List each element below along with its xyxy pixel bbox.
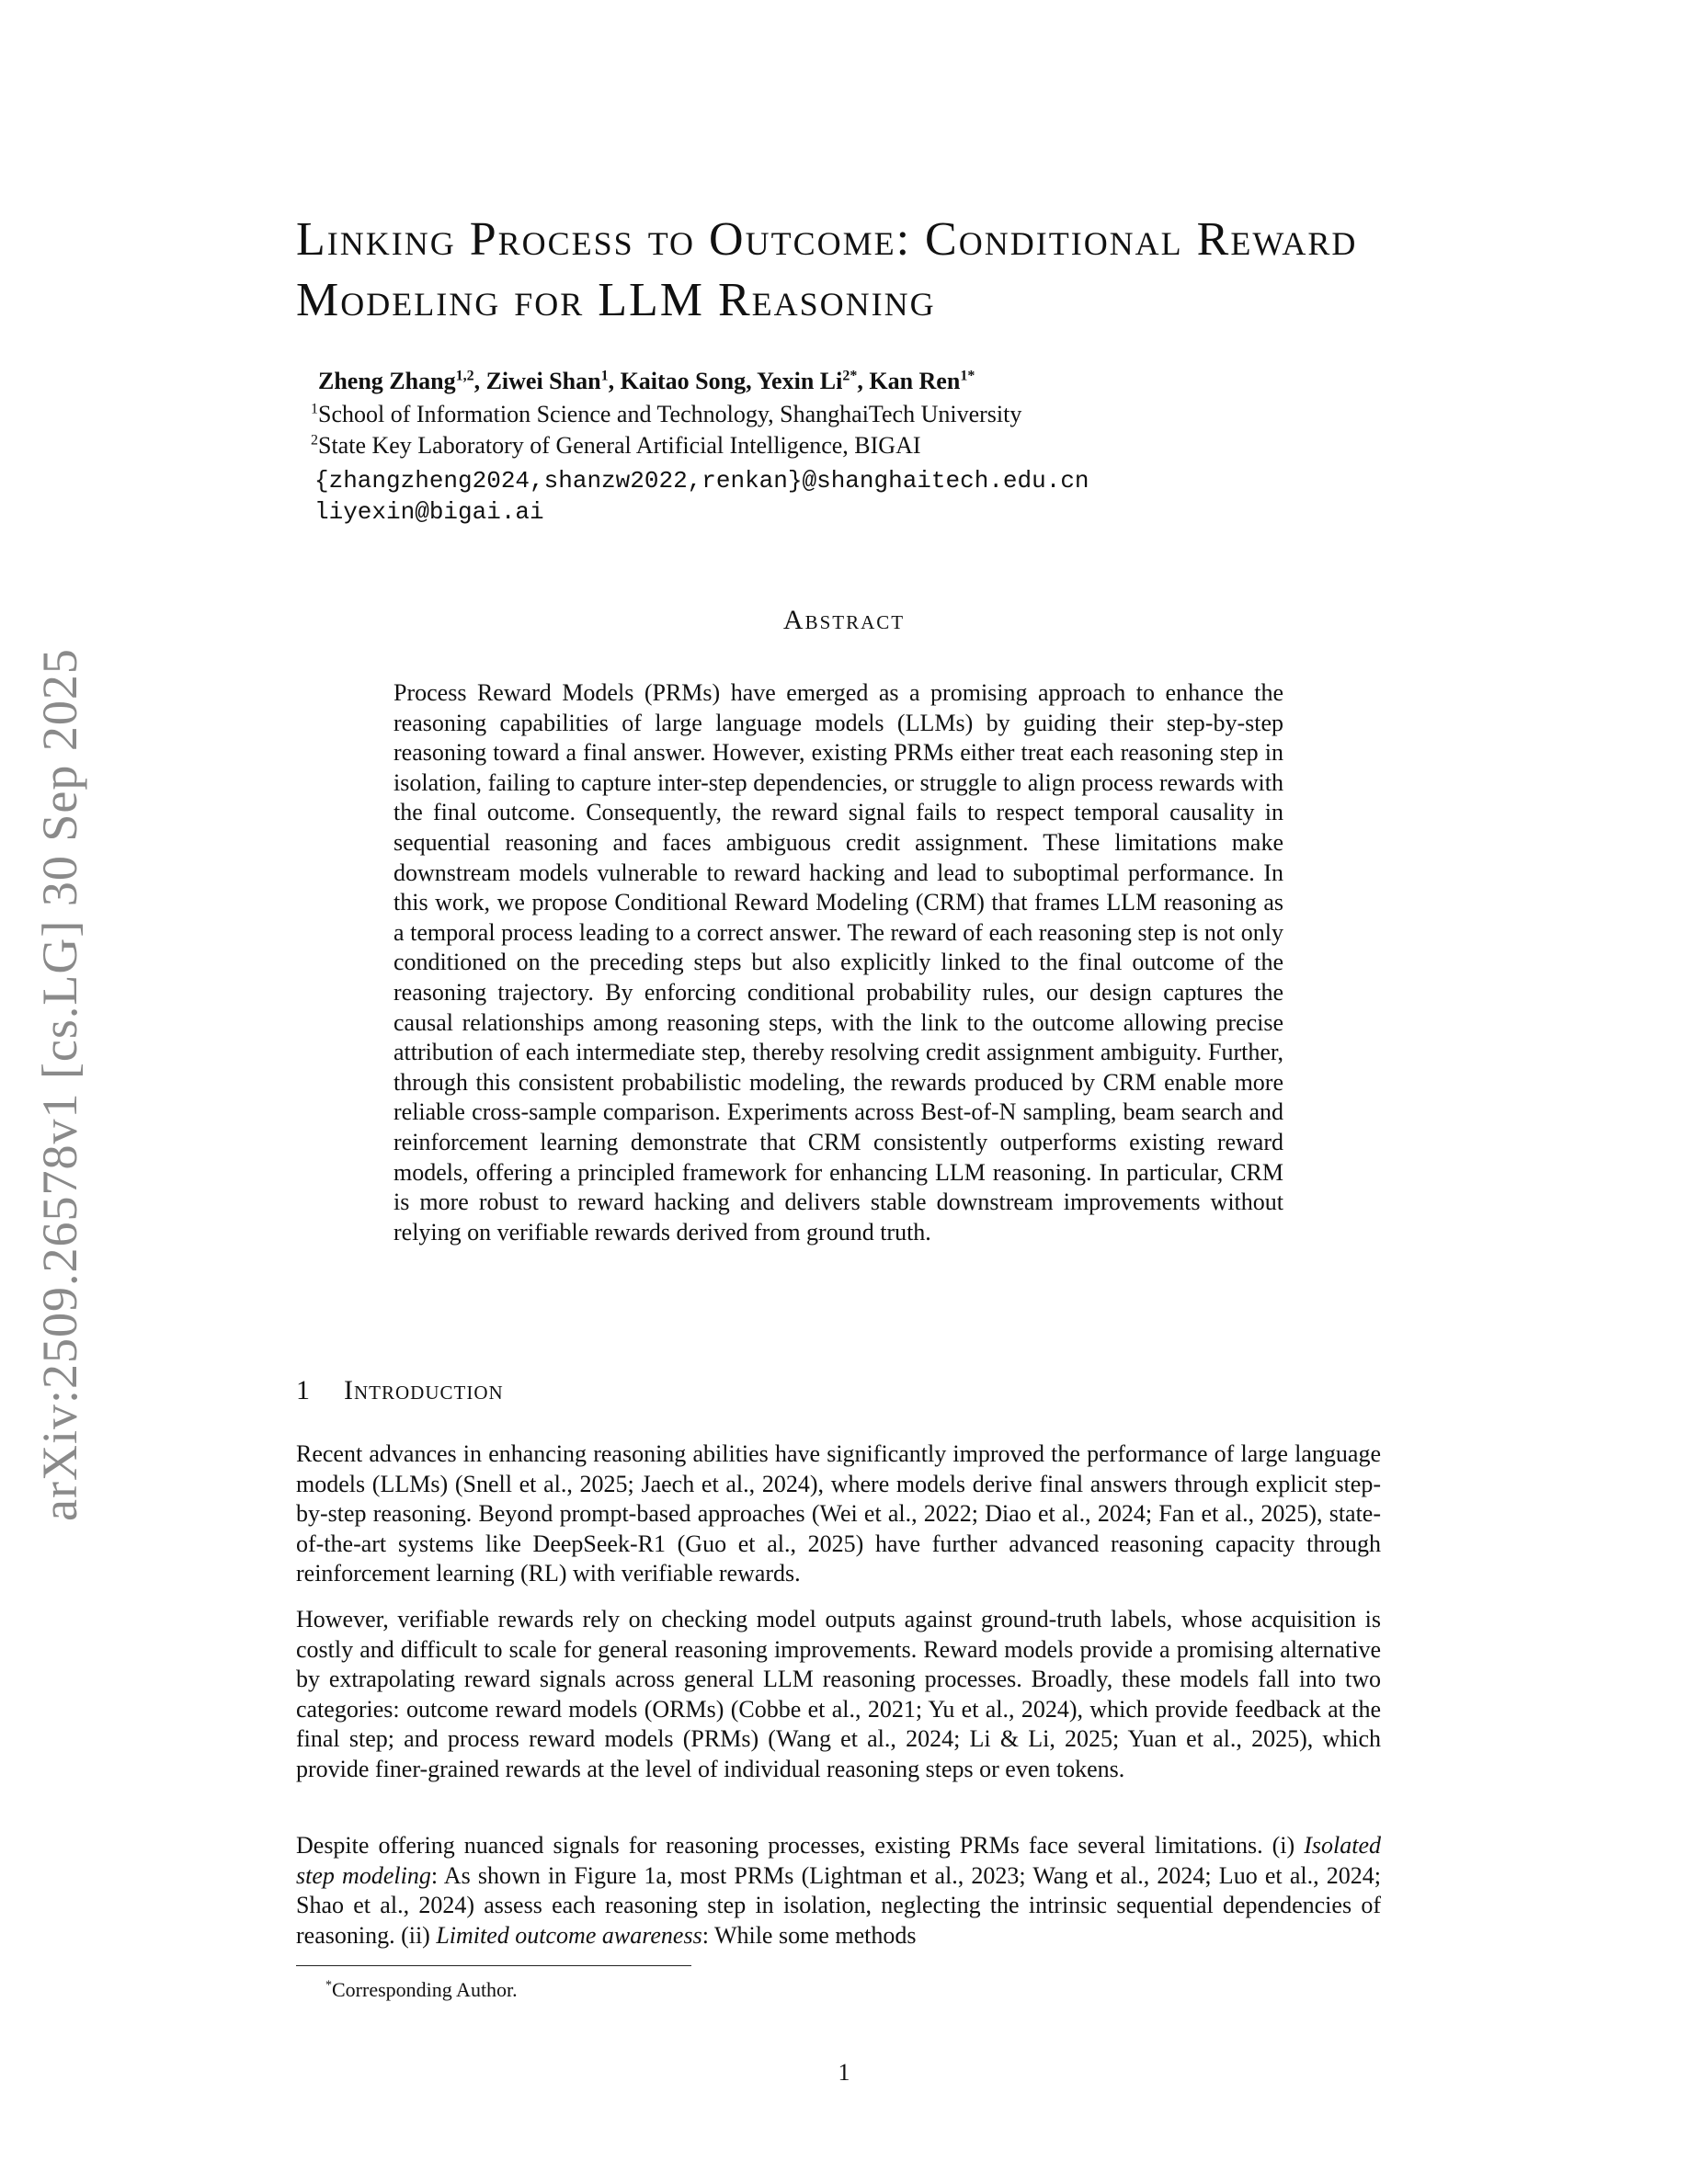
intro-paragraph-1: Recent advances in enhancing reasoning abilities have significantly improved the performance of large language models (LLMs) (Snell et al., 2025; Jaech et al., 2024), where models derive final answers through explicit step-by-step reasoning. Beyond prompt-based approaches (Wei et al., 2022; Diao et al., 2024; Fan et al., 2025), state-of-the-art systems like DeepSeek-R1 (Guo et al., 2025) have further advanced reasoning capacity through reinforcement learning (RL) with verifiable rewards. <box>296 1440 1381 1587</box>
email-2: liyexin@bigai.ai <box>314 498 544 526</box>
abstract-text: Process Reward Models (PRMs) have emerged as a promising approach to enhance the reasoning capabilities of large language models (LLMs) by guiding their step-by-step reasoning toward a final answer. However, existing PRMs either treat each reasoning step in isolation, failing to capture inter-step dependencies, or struggle to align process rewards with the final outcome. Consequently, the reward signal fails to respect temporal causality in sequential reasoning and faces ambiguous credit assignment. These limitations make downstream models vulnerable to reward hacking and lead to suboptimal performance. In this work, we propose Conditional Reward Modeling (CRM) that frames LLM reasoning as a temporal process leading to a correct answer. The reward of each reasoning step is not only conditioned on the preceding steps but also explicitly linked to the final outcome of the reasoning trajectory. By enforcing conditional probability rules, our design captures the causal relationships among reasoning steps, with the link to the outcome allowing precise attribution of each intermediate step, thereby resolving credit assignment ambiguity. Further, through this consistent probabilistic modeling, the rewards produced by CRM enable more reliable cross-sample comparison. Experiments across Best-of-N sampling, beam search and reinforcement learning demonstrate that CRM consistently outperforms existing reward models, offering a principled framework for enhancing LLM reasoning. In particular, CRM is more robust to reward hacking and delivers stable downstream improvements without relying on verifiable rewards derived from ground truth. <box>393 679 1283 1246</box>
author-1: Zheng Zhang$^{1,2}$, <box>318 368 486 394</box>
affiliation-1: $^1$School of Information Science and Technology, ShanghaiTech University <box>311 401 1022 427</box>
paper-title: Linking Process to Outcome: Conditional Reward Modeling for LLM Reasoning <box>296 213 1358 326</box>
author-5: Kan Ren$^{1*}$ <box>869 368 975 394</box>
author-2: Ziwei Shan$^1$, <box>485 368 621 394</box>
author-3: Kaitao Song, <box>620 368 758 394</box>
footnote: *Corresponding Author. <box>325 1978 518 2001</box>
footnote-rule <box>296 1965 691 1966</box>
affiliation-2: $^2$State Key Laboratory of General Artificial Intelligence, BIGAI <box>311 432 921 459</box>
page-number: 1 <box>838 2059 850 2086</box>
abstract-heading: Abstract <box>782 605 906 635</box>
email-1: {zhangzheng2024,shanzw2022,renkan}@shanghaitech.edu.cn <box>314 467 1089 495</box>
arxiv-identifier: arXiv:2509.26578v1 [cs.LG] 30 Sep 2025 <box>32 648 87 1521</box>
intro-paragraph-2: However, verifiable rewards rely on checking model outputs against ground-truth labels, whose acquisition is costly and difficult to scale for general reasoning improvements. Reward models provide a promising alternative by extrapolating reward signals across general LLM reasoning processes. Broadly, these models fall into two categories: outcome reward models (ORMs) (Cobbe et al., 2021; Yu et al., 2024), which provide feedback at the final step; and process reward models (PRMs) (Wang et al., 2024; Li & Li, 2025; Yuan et al., 2025), which provide finer-grained rewards at the level of individual reasoning steps or even tokens. <box>296 1606 1381 1782</box>
section-heading: 1 Introduction <box>296 1375 504 1405</box>
author-4: Yexin $Li^{2*}$, <box>757 368 870 394</box>
intro-paragraph-3: Despite offering nuanced signals for reasoning processes, existing PRMs face several limitations. (i) Isolated step modeling: As shown in Figure 1a, most PRMs (Lightman et al., 2023; Wang et al., 2024; Luo et al., 2024; Shao et al., 2024) assess each reasoning step in isolation, neglecting the intrinsic sequential dependencies of reasoning. (ii) Limited outcome awareness: While some methods <box>296 1832 1381 1949</box>
author-list <box>318 368 975 395</box>
